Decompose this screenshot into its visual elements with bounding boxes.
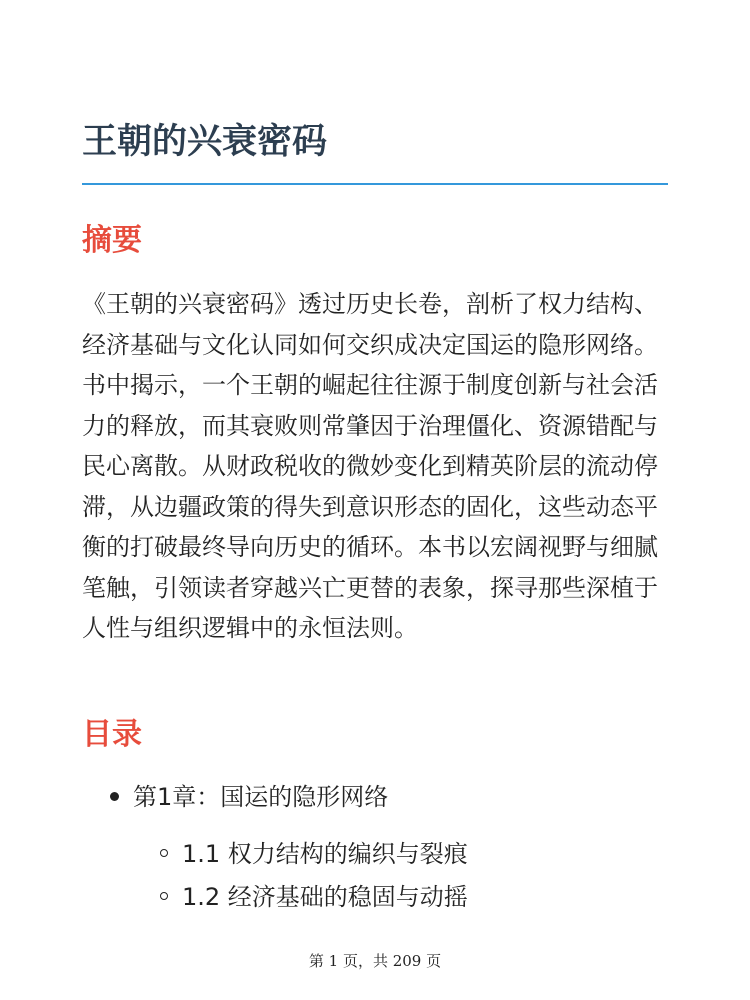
abstract-heading: 摘要 [82,223,142,258]
toc-section-1-1[interactable] [160,837,468,871]
bullet-circle-icon [160,892,168,900]
bullet-circle-icon [160,849,168,857]
document-title: 王朝的兴衰密码 [82,122,328,162]
toc-section-label: 1.2 经济基础的稳固与动摇 [182,883,468,911]
toc-section-1-2[interactable] [160,880,468,914]
bullet-disc-icon [110,792,119,801]
toc-chapter-1[interactable] [110,780,388,814]
page-footer: 第 1 页，共 209 页 [308,952,442,970]
toc-chapter-label: 第1章：国运的隐形网络 [133,783,389,811]
toc-section-label: 1.1 权力结构的编织与裂痕 [182,840,468,868]
title-divider [82,183,668,185]
toc-heading: 目录 [82,717,142,752]
abstract-text: 《王朝的兴衰密码》透过历史长卷，剖析了权力结构、经济基础与文化认同如何交织成决定国运的隐形网络。书中揭示，一个王朝的崛起往往源于制度创新与社会活力的释放，而其衰败则常肇因于治理僵化、资源错配与民心离散。从财政税收的微妙变化到精英阶层的流动停滞，从边疆政策的得失到意识形态的固化，这些动态平衡的打破最终导向历史的循环。本书以宏阔视野与细腻笔触，引领读者穿越兴亡更替的表象，探寻那些深植于人性与组织逻辑中的永恒法则。 [82,290,658,642]
